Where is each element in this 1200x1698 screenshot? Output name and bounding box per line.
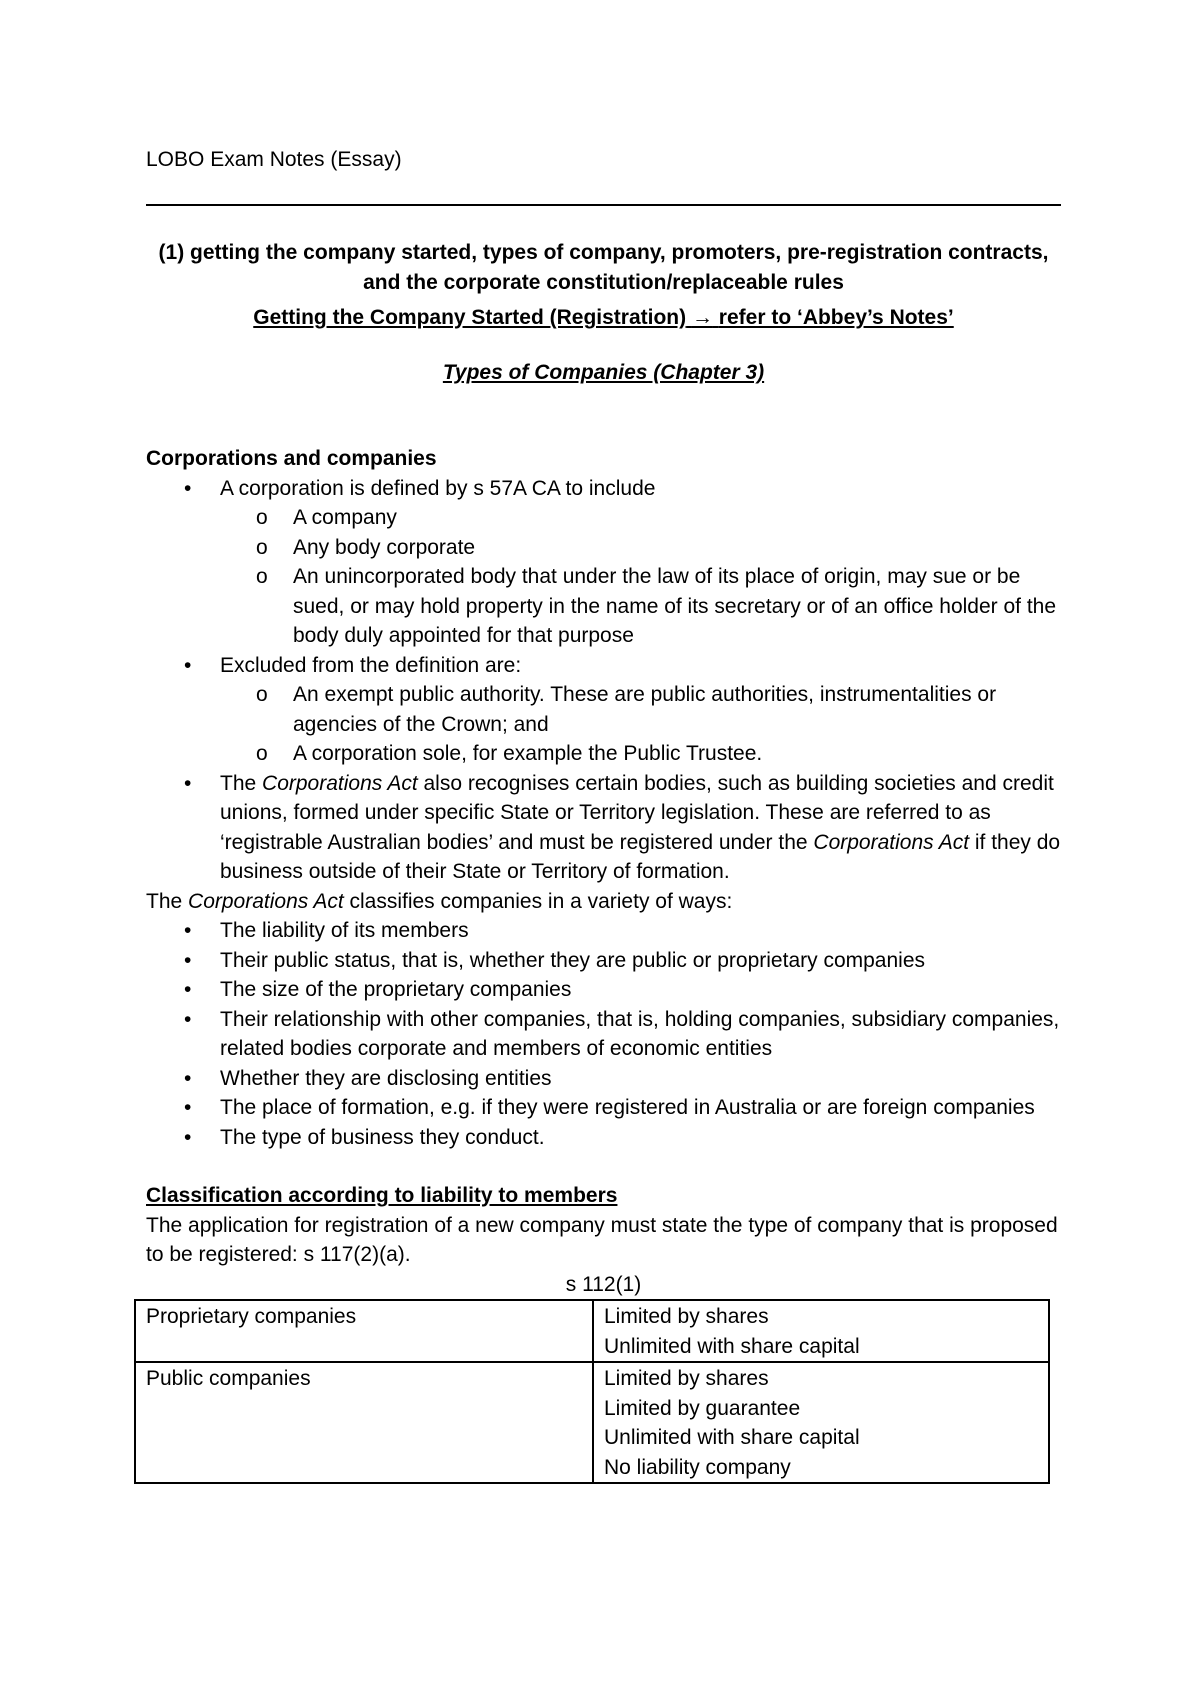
circle-bullet-icon: o — [256, 506, 268, 529]
list-item — [146, 946, 1061, 976]
list-item-text: Whether they are disclosing entities — [220, 1066, 552, 1090]
italic-act-name: Corporations Act — [188, 889, 344, 913]
list-item-text: A corporation is defined by s 57A CA to include — [220, 476, 656, 500]
bullet-icon: • — [184, 948, 192, 972]
list-item-text: The type of business they conduct. — [220, 1125, 545, 1149]
list-item — [146, 474, 1061, 651]
sub-list-item-text: Any body corporate — [293, 535, 476, 559]
bullet-icon: • — [184, 1066, 192, 1090]
sub-list-item-text: An exempt public authority. These are public authorities, instrumentalities or agencies of the Crown; and — [293, 683, 997, 736]
company-types-table — [134, 1299, 1050, 1484]
table-cell-forms — [593, 1362, 1049, 1483]
bullet-icon: • — [184, 653, 192, 677]
table-row — [135, 1362, 1049, 1483]
form-item: Unlimited with share capital — [604, 1334, 860, 1358]
liability-classification-heading: Classification according to liability to members — [146, 1184, 618, 1207]
table-cell-type: Public companies — [135, 1362, 593, 1483]
corporation-sub-list — [146, 503, 1061, 651]
sub-list-item — [146, 503, 1061, 533]
sub-list-item-text: An unincorporated body that under the law of its place of origin, may sue or be sued, or may hold property in the name of its secretary or of an office holder of the body duly appointed for that purpose — [293, 565, 1057, 647]
table-cell-type: Proprietary companies — [135, 1300, 593, 1362]
table-row — [135, 1300, 1049, 1362]
text-run: also recognises certain bodies, such as building societies and credit unions, formed under specific State or Territory legislation. These are referred to as ‘registrable Australian bodies’ and must be registered under the — [220, 771, 1054, 854]
table-cell-forms — [593, 1300, 1049, 1362]
body-content — [146, 444, 1061, 1489]
list-item-text: Excluded from the definition are: — [220, 653, 522, 677]
sub-list-item — [146, 739, 1061, 769]
form-item: Limited by shares — [604, 1367, 769, 1390]
bullet-icon: • — [184, 919, 192, 942]
text-run: classifies companies in a variety of ways: — [343, 889, 733, 913]
list-item — [146, 975, 1061, 1005]
text-run: The — [220, 771, 263, 795]
circle-bullet-icon: o — [256, 535, 268, 559]
list-item-text: Their relationship with other companies, that is, holding companies, subsidiary companies, related bodies corporate and members of economic entities — [220, 1007, 1060, 1060]
bullet-icon: • — [184, 476, 192, 500]
section-title-types-of-companies: Types of Companies (Chapter 3) — [442, 361, 765, 384]
italic-act-name: Corporations Act — [813, 830, 970, 854]
list-item — [146, 1123, 1061, 1153]
document-page — [146, 145, 1061, 1479]
text-run: if they do business outside of their State or Territory of formation. — [220, 830, 1061, 883]
list-item-text: The liability of its members — [220, 919, 469, 942]
italic-act-name: Corporations Act — [262, 771, 418, 795]
bullet-icon: • — [184, 1007, 192, 1031]
corporation-bullet-list — [146, 474, 1061, 887]
text-run: The — [146, 889, 189, 913]
form-item: Limited by guarantee — [604, 1396, 801, 1420]
table-wrapper — [146, 1299, 1061, 1489]
list-item — [146, 1093, 1061, 1123]
table-caption: s 112(1) — [565, 1272, 642, 1296]
list-item — [146, 769, 1061, 887]
circle-bullet-icon: o — [256, 683, 268, 706]
sub-list-item — [146, 680, 1061, 739]
bullet-icon: • — [184, 978, 192, 1001]
circle-bullet-icon: o — [256, 565, 268, 588]
header-divider — [146, 204, 1061, 206]
list-item — [146, 1064, 1061, 1094]
sub-list-item-text: A corporation sole, for example the Public Trustee. — [293, 742, 763, 765]
classification-intro — [146, 887, 1061, 917]
liability-classification-text: The application for registration of a new company must state the type of company that is proposed to be registered: s 117(2)(a). — [146, 1213, 1058, 1266]
bullet-icon: • — [184, 1125, 192, 1149]
document-header: LOBO Exam Notes (Essay) — [146, 148, 402, 171]
main-title — [146, 238, 1061, 297]
sub-list-item — [146, 533, 1061, 563]
bullet-icon: • — [184, 771, 192, 795]
list-item — [146, 651, 1061, 769]
main-title-line-2: and the corporate constitution/replaceable rules — [363, 270, 844, 294]
list-item — [146, 1005, 1061, 1064]
sub-list-item-text: A company — [293, 506, 397, 529]
section-title-getting-started — [146, 303, 1061, 333]
section-title-reference: refer to ‘Abbey’s Notes’ — [718, 306, 954, 329]
bullet-icon: • — [184, 1096, 192, 1119]
exclusions-sub-list — [146, 680, 1061, 769]
circle-bullet-icon: o — [256, 742, 268, 765]
main-title-line-1: (1) getting the company started, types of company, promoters, pre-registration contracts, — [158, 241, 1049, 264]
classification-bullet-list — [146, 916, 1061, 1152]
sub-list-item — [146, 562, 1061, 651]
corporations-heading: Corporations and companies — [146, 447, 437, 470]
list-item — [146, 916, 1061, 946]
section-title-getting-started-text: Getting the Company Started (Registration) — [253, 306, 687, 329]
form-item: Unlimited with share capital — [604, 1426, 860, 1449]
form-item: Limited by shares — [604, 1305, 769, 1328]
right-arrow-icon: → — [691, 306, 713, 329]
form-item: No liability company — [604, 1455, 791, 1479]
list-item-text: The size of the proprietary companies — [220, 978, 572, 1001]
list-item-text: The place of formation, e.g. if they were registered in Australia or are foreign companies — [220, 1096, 1035, 1119]
list-item-text: Their public status, that is, whether they are public or proprietary companies — [220, 948, 926, 972]
